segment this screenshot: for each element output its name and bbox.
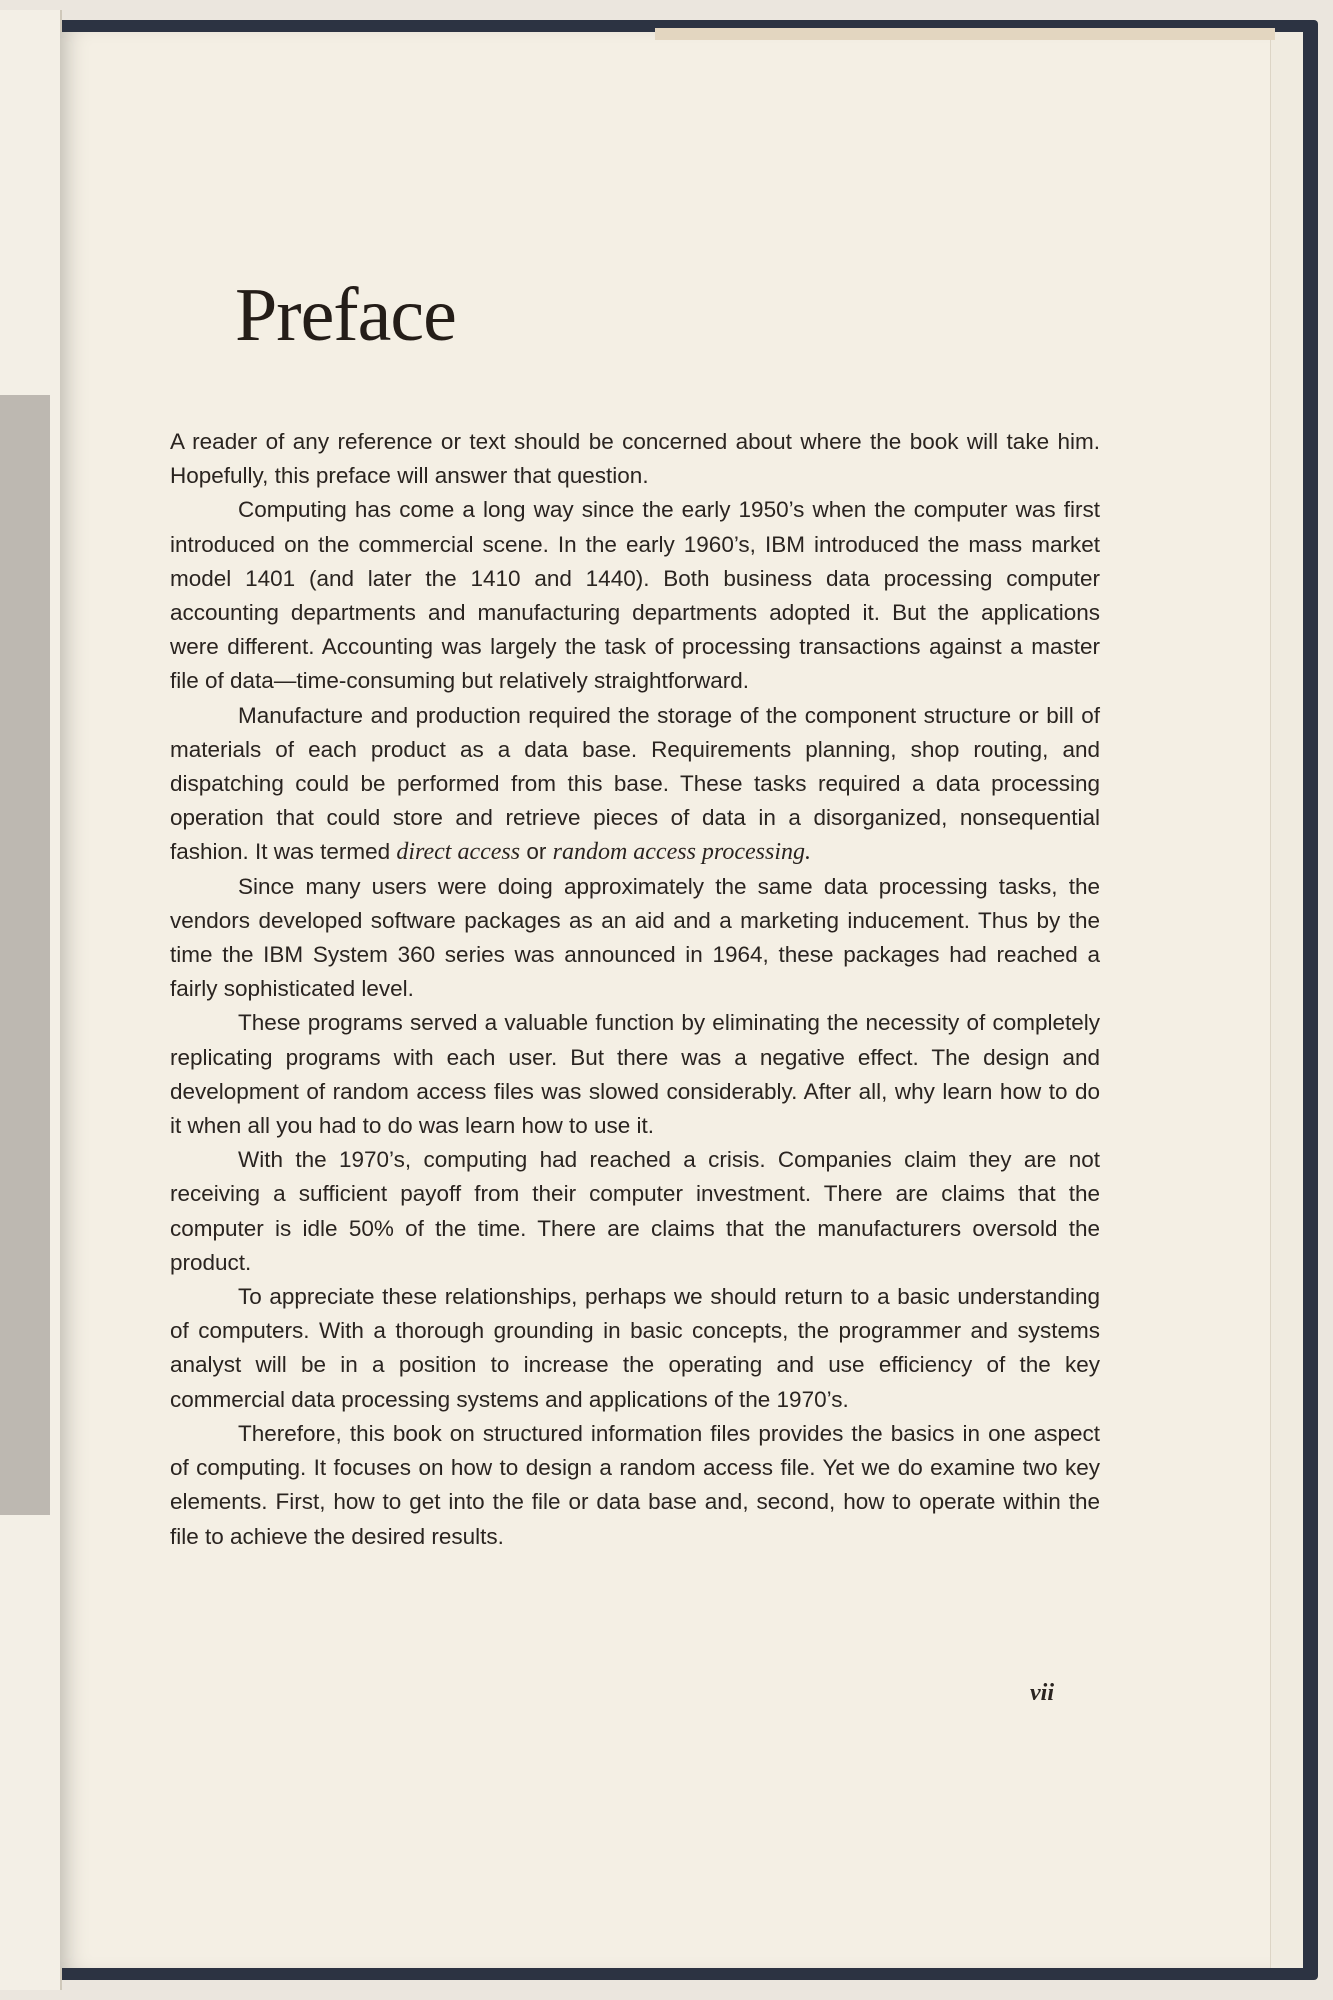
paragraph-3-text: Manufacture and production required the storage of the component structure or bill of materials of each product as a data base. Requirements planning, shop routing, and dispatching could be performed from this base. These tasks required a data processing operation that could store and retrieve pieces of data in a disorganized, nonsequential fashion. It was termed [170, 702, 1100, 865]
term-random-access: random access processing. [552, 839, 812, 866]
paragraph-2: Computing has come a long way since the early 1950’s when the computer was first introduced on the commercial scene. In the early 1960’s, IBM introduced the mass market model 1401 (and later the 1410 and 1440). Both business data processing computer accounting departments and manufacturing departments adopted it. But the applications were different. Accounting was largely the task of processing transactions against a master file of data—time-consuming but relatively straightforward. [170, 497, 1100, 694]
paragraph-7: To appreciate these relationships, perhaps we should return to a basic understanding of computers. With a thorough grounding in basic concepts, the programmer and systems analyst will be in a position to increase the operating and use efficiency of the key commercial data processing systems and applications of the 1970’s. [170, 1284, 1100, 1412]
paragraph-1: A reader of any reference or text should be concerned about where the book will take him. Hopefully, this preface will answer that question. [170, 429, 1100, 489]
preface-body [170, 425, 1100, 1554]
paragraph-5: These programs served a valuable function by eliminating the necessity of completely replicating programs with each user. But there was a negative effect. The design and development of random access files was slowed considerably. After all, why learn how to do it when all you had to do was learn how to use it. [170, 1010, 1100, 1139]
page-title: Preface [235, 273, 456, 357]
paragraph-6: With the 1970’s, computing had reached a crisis. Companies claim they are not receiving a sufficient payoff from their computer investment. There are claims that the computer is idle 50% of the time. There are claims that the manufacturers oversold the product. [170, 1147, 1100, 1275]
term-direct-access: direct access [396, 839, 521, 866]
page-number: vii [1030, 1680, 1054, 1706]
paragraph-3-or: or [520, 839, 553, 865]
page-edge [1270, 32, 1303, 1968]
paragraph-8: Therefore, this book on structured information files provides the basics in one aspect of computing. It focuses on how to design a random access file. Yet we do examine two key elements. First, how to get into the file or data base and, second, how to operate within the file to achieve the desired results. [170, 1420, 1100, 1549]
top-edge-strip [655, 28, 1275, 40]
paragraph-3 [170, 699, 1100, 870]
left-page-shadow [0, 395, 50, 1515]
paragraph-4: Since many users were doing approximately the same data processing tasks, the vendors developed software packages as an aid and a marketing inducement. Thus by the time the IBM System 360 series was announced in 1964, these packages had reached a fairly sophisticated level. [170, 873, 1100, 1002]
